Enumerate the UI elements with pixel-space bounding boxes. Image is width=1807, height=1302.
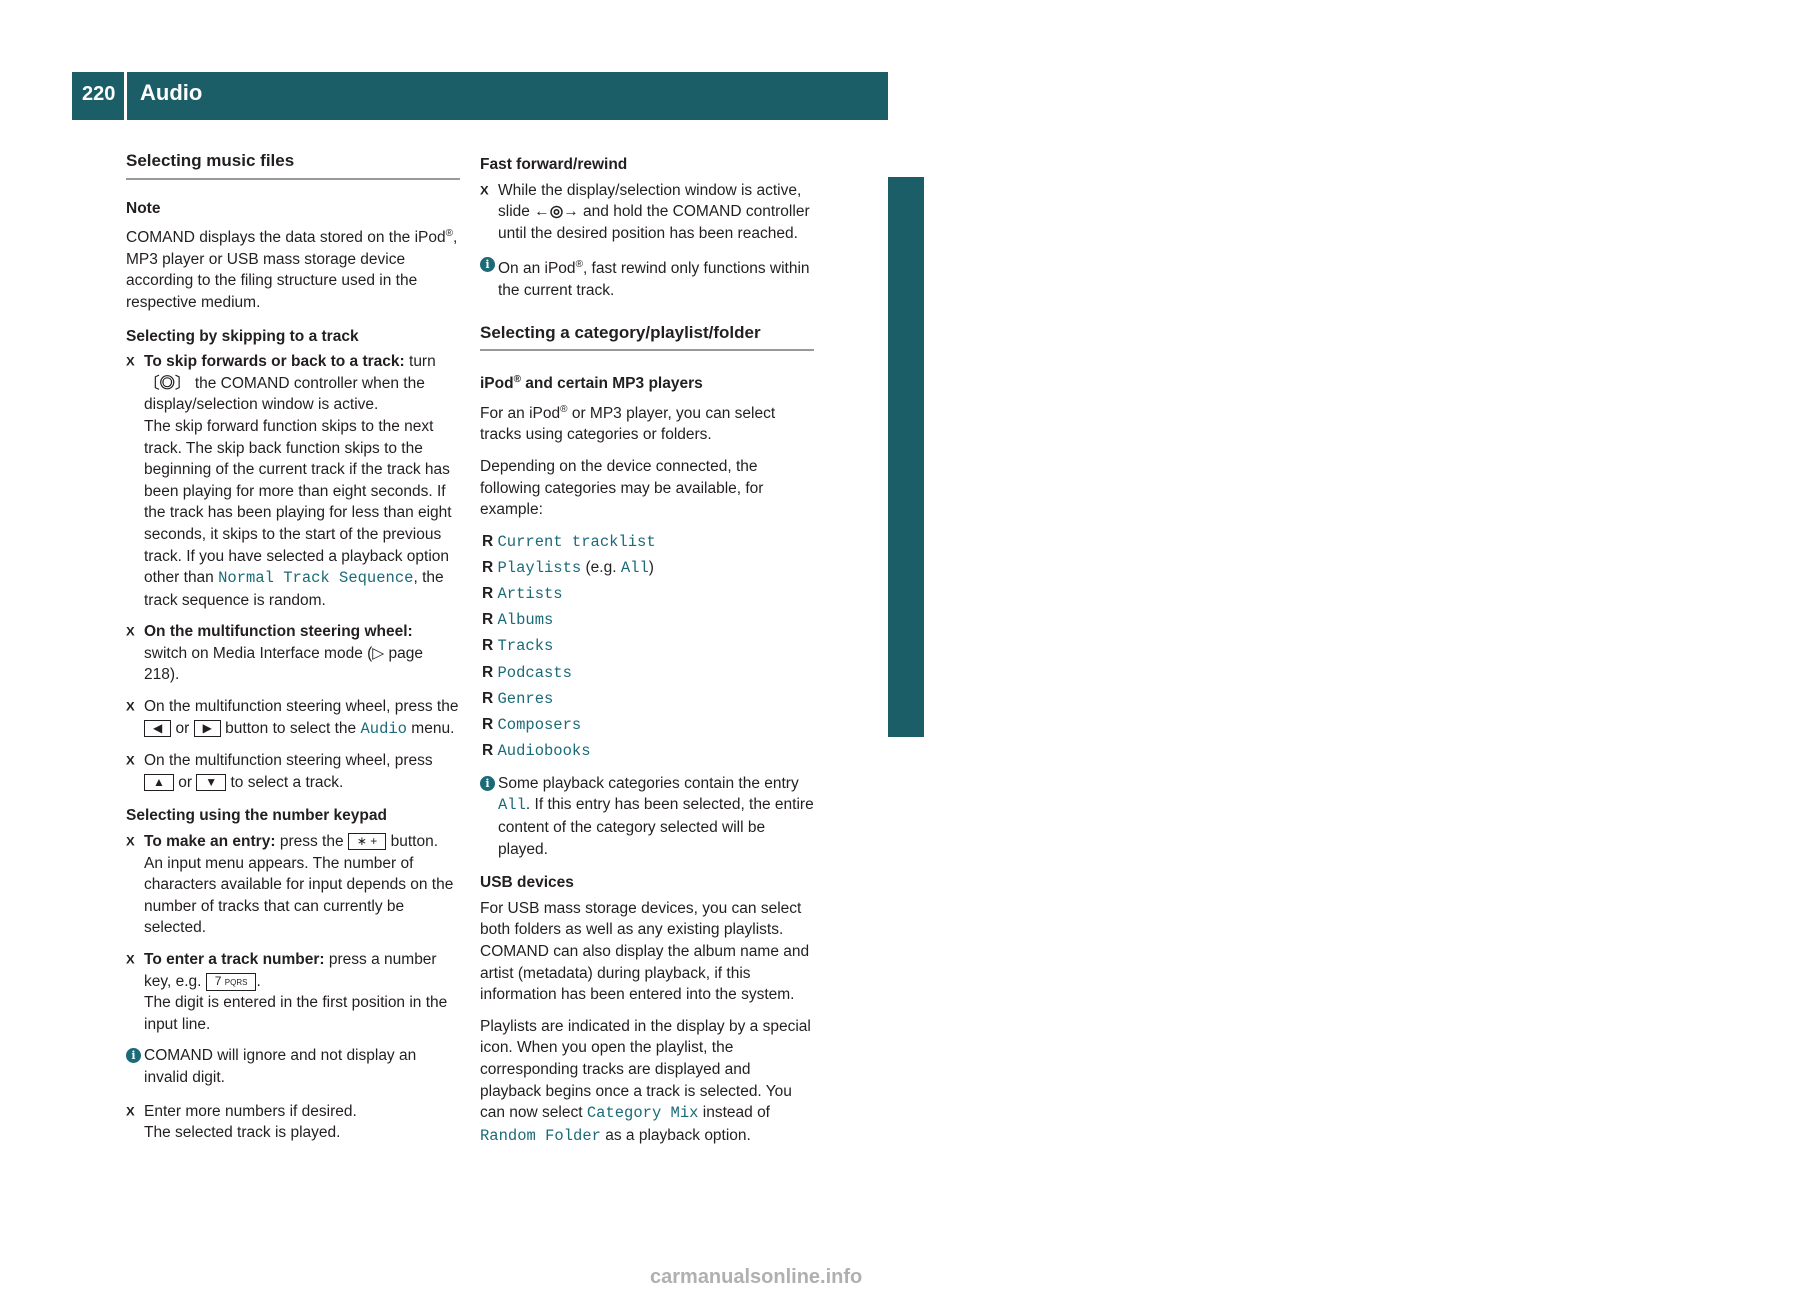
list-item: R Audiobooks [482, 742, 591, 761]
info-icon: i [480, 776, 495, 791]
section-title: Audio [140, 80, 203, 105]
side-tab [888, 177, 1806, 737]
ipod-text: For an iPod® or MP3 player, you can select tracks using categories or folders. [480, 403, 776, 444]
list-item: R Genres [482, 689, 554, 708]
page-header [72, 72, 888, 120]
ffwd-heading: Fast forward/rewind [480, 156, 628, 173]
playlist-text: Playlists are indicated in the display by a special icon. When you open the playlist, the corresponding tracks are displayed and playback begins once a track is selected. You can now select Category Mix instead of Random Folder as a playback option. [480, 1017, 811, 1145]
list-item: R Artists [482, 585, 563, 604]
info-all-entry: i Some playback categories contain the entry All. If this entry has been selected, the entire content of the category selected will be played. [480, 773, 814, 860]
side-tab-label: COMAND [1781, 575, 1806, 680]
info-icon: i [126, 1048, 141, 1063]
list-item: R Current tracklist [482, 532, 656, 551]
skip-heading: Selecting by skipping to a track [126, 327, 359, 345]
down-button-icon: ▼ [196, 774, 226, 791]
heading-selecting-music-files: Selecting music files [126, 150, 460, 180]
page-number: 220 [82, 83, 116, 105]
right-column [480, 150, 814, 1157]
step-skip: X To skip forwards or back to a track: turn 〔◎〕 the COMAND controller when the display/selection window is active. The skip forward function skips to the next track. The skip back function skips to the beginning of the current track if the track has been playing for more than eight seconds. If the track has been playing for less than eight seconds, it skips to the start of the previous track. If you have selected a playback option other than Normal Track Sequence, the track sequence is random. [126, 351, 460, 611]
star-button-icon: ∗ + [348, 833, 386, 850]
step-enter-number: X To enter a track number: press a number key, e.g. 7 PQRS . The digit is entered in the first position in the input line. [126, 949, 460, 1035]
step-mfsw-audio: X On the multifunction steering wheel, press the ◀ or ▶ button to select the Audio menu. [126, 696, 460, 740]
step-mfsw-track: X On the multifunction steering wheel, press ▲ or ▼ to select a track. [126, 750, 460, 793]
info-icon: i [480, 257, 495, 272]
heading-category: Selecting a category/playlist/folder [480, 322, 814, 352]
note-title: Note [126, 199, 161, 217]
turn-controller-icon: 〔◎〕 [144, 374, 191, 392]
header-divider [124, 72, 127, 120]
watermark: carmanualsonline.info [650, 1266, 863, 1288]
list-item: R Albums [482, 611, 554, 630]
usb-heading: USB devices [480, 874, 574, 892]
list-item: R Playlists (e.g. All) [482, 558, 654, 577]
step-mfsw: X On the multifunction steering wheel: switch on Media Interface mode (▷ page 218). [126, 621, 460, 686]
note-text: COMAND displays the data stored on the iPod®, MP3 player or USB mass storage device according to the filing structure used in the respective medium. [126, 228, 458, 311]
step-ffwd: X While the display/selection window is active, slide ←◎→ and hold the COMAND controller until the desired position has been reached. [480, 180, 814, 245]
right-button-icon: ▶ [194, 720, 221, 737]
ipod-heading: iPod® and certain MP3 players [480, 374, 703, 393]
category-list [480, 531, 814, 763]
info-ffwd: i On an iPod®, fast rewind only functions within the current track. [480, 254, 814, 301]
list-item: R Tracks [482, 637, 554, 656]
step-entry: X To make an entry: press the ∗ + button. An input menu appears. The number of characters available for input depends on the number of tracks that can currently be selected. [126, 831, 460, 939]
up-button-icon: ▲ [144, 774, 174, 791]
left-column [126, 150, 460, 1154]
seven-key-icon: 7 PQRS [206, 973, 257, 991]
step-more-numbers: X Enter more numbers if desired. The selected track is played. [126, 1101, 460, 1144]
list-item: R Podcasts [482, 663, 572, 682]
left-button-icon: ◀ [144, 720, 171, 737]
list-item: R Composers [482, 716, 582, 735]
keypad-heading: Selecting using the number keypad [126, 807, 387, 825]
info-invalid-digit: i COMAND will ignore and not display an invalid digit. [126, 1045, 460, 1088]
depend-text: Depending on the device connected, the following categories may be available, for example: [480, 457, 764, 519]
slide-controller-icon: ←◎→ [534, 203, 579, 221]
usb-text: For USB mass storage devices, you can select both folders as well as any existing playlists. COMAND can also display the album name and artist (metadata) during playback, if this information has been entered into the system. [480, 899, 810, 1004]
